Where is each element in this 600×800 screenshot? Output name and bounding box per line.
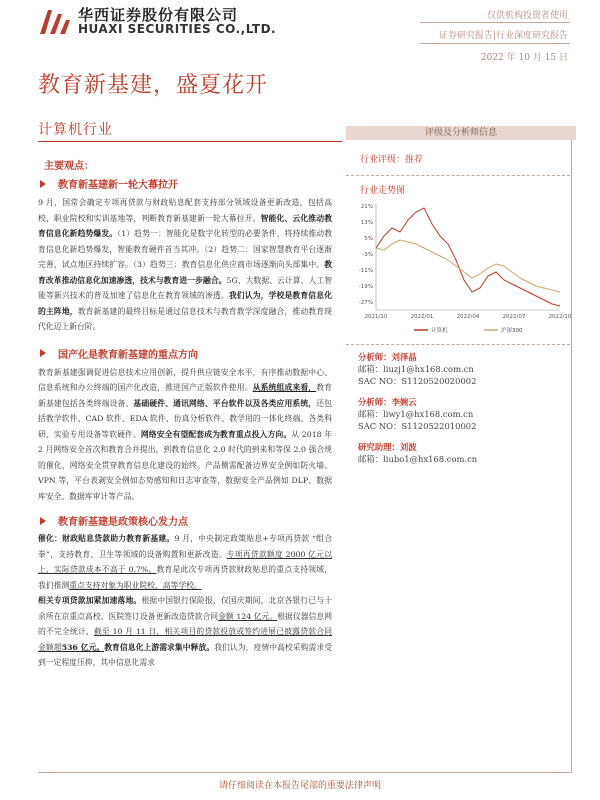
analyst-block-3	[358, 441, 576, 465]
legend-label: 计算机	[431, 328, 448, 334]
text-run-bold: 相关专项贷款加紧加速落地。	[38, 596, 142, 605]
text-run-underlined: 重点支持对象为职业院校、高等学校。	[69, 580, 202, 590]
analyst-name: 李婉云	[391, 397, 417, 407]
rating-value: 推荐	[405, 155, 424, 165]
header-divider-2	[420, 43, 570, 44]
company-name-cn: 华西证券股份有限公司	[78, 6, 239, 24]
bullet-triangle-icon	[40, 349, 46, 357]
text-run: 教育新基建的最终目标是通过信息技术与教育教学深度融合，推动教育现代化迈上新台阶。	[38, 306, 332, 331]
industry-underline	[38, 141, 342, 142]
y-tick-label: -11%	[358, 268, 373, 274]
industry-trend-chart	[346, 198, 572, 338]
text-run: 教育新基建强调促进信息技术应用创新，提升供应链安全水平，有序推动数据中心、信息系统和办公终端的国产化改造，推进国产正版软件使用。	[38, 367, 332, 392]
company-name-en: HUAXI SECURITIES CO.,LTD.	[78, 22, 277, 36]
analyst-email-link[interactable]: liwy1@hx168.com.cn	[383, 409, 474, 419]
text-run: 根据仪器信息网的不完全统计，	[38, 611, 333, 636]
section-heading-text: 国产化是教育新基建的重点方向	[58, 349, 198, 361]
analyst-sac: SAC NO：S1120520020002	[358, 376, 477, 386]
industry-rating	[360, 152, 576, 165]
section-heading-1	[40, 176, 332, 191]
y-tick-label: 21%	[360, 204, 373, 210]
text-run: （1）趋势一：智能化是数字化转型的必要条件，将持续推动教育信息化新趋势爆发，智能教育硬件首当其冲。（2）趋势二：国家智慧教育平台逐渐完善，试点地区持续扩容。（3）趋势三：教育信息化供应商市场逐渐向头部集中。	[38, 229, 332, 269]
text-run-underlined: 专项再贷款额度 2000 亿元以上，实际贷款成本不高于 0.7%。	[38, 549, 332, 574]
series-line-1	[376, 240, 560, 292]
analyst-role: 分析师：	[358, 397, 392, 407]
analyst-role: 分析师：	[358, 352, 392, 362]
analyst-panel	[346, 126, 576, 465]
text-run-bold: 基础硬件、通讯网络、平台软件以及各类应用系统，	[133, 398, 317, 408]
email-label: 邮箱：	[358, 454, 384, 464]
legend-label: 沪深300	[501, 328, 523, 334]
section-heading-3	[40, 513, 332, 528]
rating-label: 行业评级：	[360, 155, 406, 165]
main-content	[38, 176, 332, 671]
analyst-email-link[interactable]: liuzj1@hx168.com.cn	[383, 364, 474, 374]
section-heading-text: 教育新基建是政策核心发力点	[58, 517, 188, 528]
legal-notice: 请仔细阅读在本报告尾部的重要法律声明	[218, 781, 381, 791]
bullet-triangle-icon	[40, 180, 46, 188]
text-run: 9 月，国常会确定专项再贷款与财政贴息配套支持部分领域设备更新改造，包括高校、职业院校和实训基地等，判断教育新基建新一轮大幕拉开。	[38, 198, 332, 223]
audience-note: 仅供机构投资者使用	[486, 11, 568, 21]
text-run-underlined: 截至 10 月 11 日，相关项目的贷款投放或签约进展已披露贷款合同金额超	[38, 627, 332, 652]
y-tick-label: -19%	[358, 284, 373, 290]
text-run: 还包括教学软件、CAD 软件、EDA 软件、仿真分析软件、教学用的一体化终端、各类科研、实验专用设备等软硬件。	[38, 398, 333, 439]
section-1-paragraph	[38, 195, 332, 335]
text-run-bold: 教育信息化上游需求集中释放。	[104, 642, 215, 652]
text-run: 从 2018 年 2 月网络安全首次和教育合并提出，到教育信息化 2.0 时代的到来和等保 2.0 强合规的催化，网络安全贯穿教育信息化建设的始终。产品侧需配备边界安全例如防火墙、VPN 等，平台表剥安全例如态势感知和日志审查等，数据安全产品例如 DLP、数据库安全、数据库审计等产品。	[38, 429, 333, 501]
text-run-bold: 催化：财政贴息贷款助力教育新基建。	[38, 534, 175, 543]
company-logo-icon	[38, 6, 72, 36]
y-tick-label: -27%	[358, 300, 373, 306]
trend-chart-label: 行业走势图	[360, 186, 406, 196]
section-heading-text: 教育新基建新一轮大幕拉开	[58, 180, 178, 191]
text-run: 9 月，中央制定政策贴息+专项再贷款 “组合拳”，支持教育、卫生等领域的设备购置和更新改造。	[38, 534, 332, 559]
y-tick-label: 13%	[360, 220, 373, 226]
text-run: 教育是此次专项再贷款财政贴息的重点支持领域，我们推测	[38, 565, 332, 590]
x-tick-label: 2022/04	[456, 314, 480, 320]
analyst-sac: SAC NO：S1120522010002	[358, 421, 477, 431]
analyst-name: 刘波	[399, 442, 417, 452]
report-title: 教育新基建，盛夏花开	[38, 73, 269, 98]
text-run-bold: 教育改革推动信息化加速渗透，技术与教育进一步融合。	[38, 260, 332, 285]
text-run-underlined: 536 亿元。	[61, 642, 105, 652]
y-tick-label: 5%	[364, 236, 373, 242]
email-label: 邮箱：	[358, 409, 384, 419]
dashed-divider	[346, 344, 570, 345]
analyst-block-2	[358, 396, 576, 432]
x-tick-label: 2022/07	[502, 314, 526, 320]
text-run-bold: 网络安全有望配套成为教育重点投入方向。	[140, 429, 292, 439]
dashed-divider	[346, 175, 570, 176]
industry-name: 计算机行业	[38, 122, 113, 138]
text-run: 我们认为，疫情中高校采购需求受到一定程度压抑，其中信息化需求	[38, 642, 332, 667]
x-tick-label: 2022/01	[410, 314, 434, 320]
series-line-0	[376, 208, 560, 306]
text-run-underlined: 金额 124 亿元。	[218, 611, 278, 621]
text-run: 5G、大数据、云计算、人工智能等新兴技术的普及加速了信息化在教育领域的渗透。	[38, 275, 332, 300]
text-run-bold: 我们认为，学校是教育信息化的主阵地，	[38, 291, 333, 316]
section-3-paragraph	[38, 531, 332, 671]
text-run-underlined: 从系统组成来看，	[252, 383, 317, 392]
x-tick-label: 2021/10	[364, 314, 388, 320]
section-2-paragraph	[38, 365, 332, 505]
x-tick-label: 2022/10	[548, 314, 572, 320]
analyst-name: 刘泽晶	[391, 352, 417, 362]
key-view-label: 主要观点：	[44, 161, 94, 172]
y-tick-label: -3%	[362, 252, 373, 258]
text-run: 教育新基建包括各类终端设备、	[38, 383, 333, 408]
footer-divider	[38, 772, 572, 773]
section-heading-2	[40, 346, 332, 361]
panel-header: 评级及分析师信息	[346, 126, 576, 140]
text-run-bold: 智能化、云化推动教育信息化新趋势爆发。	[38, 213, 333, 238]
analyst-email-link[interactable]: liubo1@hx168.com.cn	[383, 454, 478, 464]
analyst-block-1	[358, 351, 576, 387]
bullet-triangle-icon	[40, 517, 46, 525]
analyst-role: 研究助理：	[358, 442, 400, 452]
report-date: 2022 年 10 月 15 日	[480, 53, 568, 63]
email-label: 邮箱：	[358, 364, 384, 374]
report-type: 证券研究报告|行业深度研究报告	[438, 31, 568, 41]
header-divider	[420, 22, 570, 23]
text-run: 根据中国银行保险报，仅国庆期间，北京各银行已与十余所在京重点高校、医院签订设备更新改造贷款合同	[38, 596, 333, 621]
